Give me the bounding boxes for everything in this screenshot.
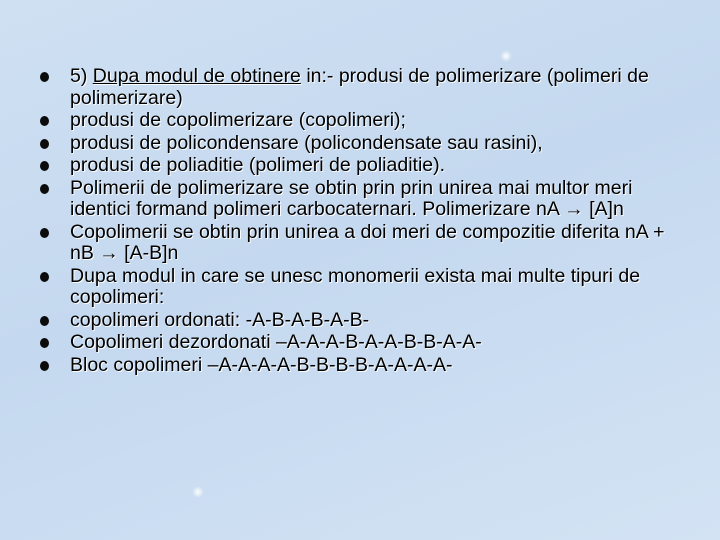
item-prefix: 5) (70, 65, 93, 87)
bullet-icon (40, 316, 49, 326)
list-item (40, 133, 690, 155)
item-text: Copolimeri dezordonati –A-A-A-B-A-A-B-B-A-A- (70, 331, 482, 353)
list-item (40, 155, 690, 177)
bullet-icon (40, 338, 49, 348)
bullet-icon (40, 161, 49, 171)
list-item (40, 66, 690, 109)
bullet-icon (40, 139, 49, 149)
sparkle-decoration (500, 50, 512, 62)
item-text: produsi de policondensare (policondensate sau rasini), (70, 131, 543, 154)
item-text: produsi de copolimerizare (copolimeri); (70, 109, 406, 131)
list-item (40, 110, 690, 132)
bullet-icon (40, 228, 49, 238)
item-text: Bloc copolimeri –A-A-A-A-B-B-B-B-A-A-A-A- (70, 353, 453, 376)
bullet-icon (40, 272, 49, 282)
bullet-list (40, 66, 690, 377)
item-text: in:- produsi de polimerizare (polimeri de polimerizare) (70, 65, 649, 109)
item-text: Polimerii de polimerizare se obtin prin prin unirea mai multor meri identici formand polimeri carbocaternari. Polimerizare nA → [A]n (70, 176, 633, 220)
list-item (40, 355, 690, 377)
list-item (40, 332, 690, 354)
item-text: produsi de poliaditie (polimeri de poliaditie). (70, 154, 446, 176)
bullet-icon (40, 116, 49, 126)
bullet-icon (40, 72, 49, 82)
bullet-icon (40, 184, 49, 194)
item-text: Copolimerii se obtin prin unirea a doi meri de compozitie diferita nA + nB → [A-B]n (70, 220, 665, 264)
item-underlined-text: Dupa modul de obtinere (92, 65, 301, 87)
sparkle-decoration (192, 486, 204, 498)
list-item (40, 178, 690, 221)
bullet-icon (40, 361, 49, 371)
list-item (40, 222, 690, 265)
list-item (40, 266, 690, 309)
list-item (40, 310, 690, 332)
item-text: copolimeri ordonati: -A-B-A-B-A-B- (70, 308, 370, 331)
item-text: Dupa modul in care se unesc monomerii exista mai multe tipuri de copolimeri: (70, 264, 641, 308)
